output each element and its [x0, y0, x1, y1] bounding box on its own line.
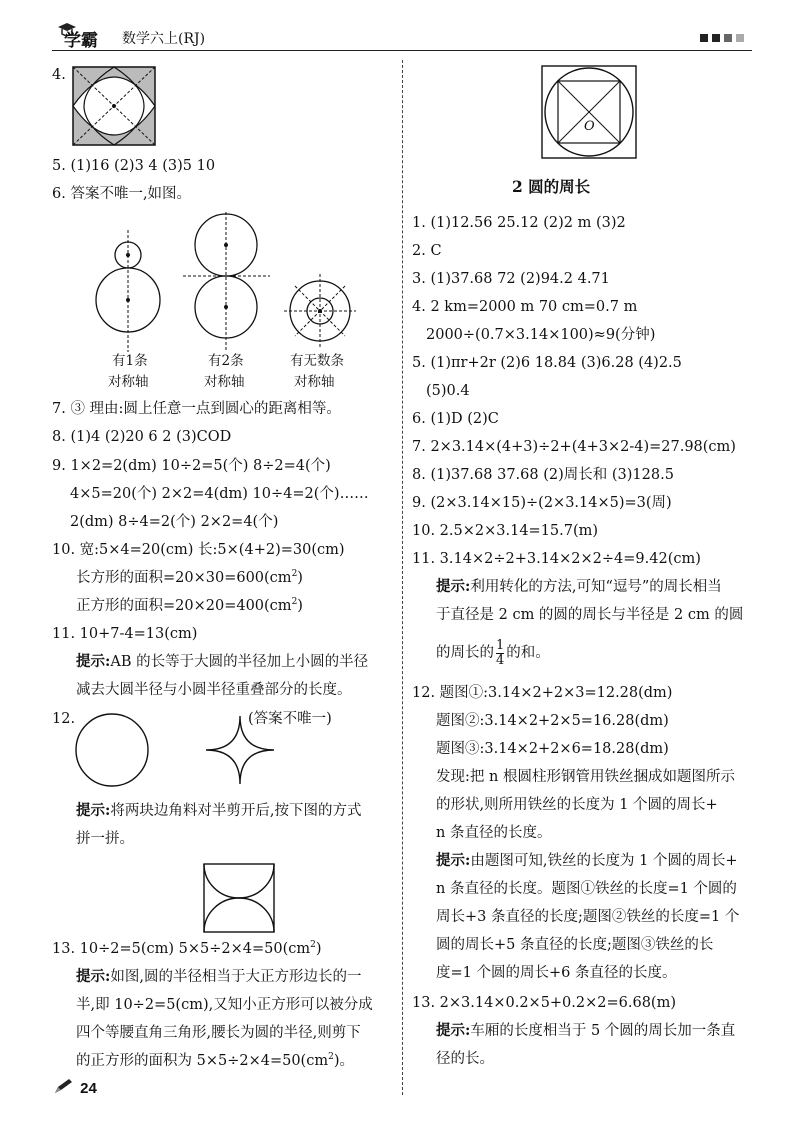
answer-11-tip-line2: 减去大圆半径与小圆半径重叠部分的长度。: [76, 682, 352, 698]
answer-5: 5. (1)16 (2)3 4 (3)5 10: [52, 158, 216, 174]
r-answer-4-line2: 2000÷(0.7×3.14×100)≈9(分钟): [426, 327, 656, 343]
book-title: 数学六上(RJ): [122, 31, 206, 47]
r-answer-4-line1: 4. 2 km=2000 m 70 cm=0.7 m: [412, 299, 638, 315]
answer-12-tip-line1: 提示:将两块边角料对半剪开后,按下图的方式: [76, 802, 362, 819]
answer-12-figures: [70, 710, 320, 790]
r-answer-11-tip-line2: 于直径是 2 cm 的圆的周长与半径是 2 cm 的圆: [436, 607, 744, 623]
r-answer-13-tip-line1: 提示:车厢的长度相当于 5 个圆的周长加一条直: [436, 1022, 736, 1039]
decor-square: [736, 34, 744, 42]
r-answer-12-tip-line5: 度=1 个圆的周长+6 条直径的长度。: [436, 965, 677, 981]
answer-13-tip-line4: 的正方形的面积为 $5\times 5\div 2\times 4=50(cm^2)$。: [76, 1052, 354, 1069]
answer-9-line3: 2(dm) 8÷4=2(个) 2×2=4(个): [70, 514, 279, 530]
page-footer: [52, 1075, 97, 1097]
r-answer-11-tip-line3: 的周长的 $\frac{1}{4}$ 的和。: [436, 637, 550, 668]
caption-2-line2: 对称轴: [204, 374, 245, 390]
circle-square-figure: [540, 64, 640, 160]
r-answer-12-line5: 的形状,则所用铁丝的长度为 1 个圆的周长+: [436, 797, 718, 813]
figure-center-label: O: [584, 119, 595, 134]
r-answer-12-line6: n 条直径的长度。: [436, 825, 552, 841]
answer-10-line2: 长方形的面积$=20\times 30=600(cm^2)$: [76, 569, 303, 586]
r-answer-12-line3: 题图③:3.14×2+2×6=18.28(dm): [436, 741, 669, 757]
section-title: 2 圆的周长: [512, 177, 591, 196]
r-answer-10: 10. 2.5×2×3.14=15.7(m): [412, 523, 599, 539]
answer-8: 8. (1)4 (2)20 6 2 (3)COD: [52, 429, 232, 445]
r-answer-12-line1: 12. 题图①:3.14×2+2×3=12.28(dm): [412, 685, 673, 701]
decor-square: [712, 34, 720, 42]
r-answer-5-line1: 5. (1)πr+2r (2)6 18.84 (3)6.28 (4)2.5: [412, 355, 682, 371]
answer-10-line3: 正方形的面积$=20\times 20=400(cm^2)$: [76, 597, 303, 614]
fraction-quarter: $\frac{1}{4}$: [496, 637, 505, 668]
caption-2-line1: 有2条: [208, 353, 244, 369]
page-number: 24: [80, 1080, 97, 1097]
pencil-icon: [52, 1078, 76, 1096]
r-answer-12-line4: 发现:把 n 根圆柱形钢管用铁丝捆成如题图所示: [436, 769, 735, 785]
caption-1-line2: 对称轴: [108, 374, 149, 390]
answer-10-line1: 10. 宽:5×4=20(cm) 长:5×(4+2)=30(cm): [52, 542, 345, 558]
answer-7: 7. ③ 理由:圆上任意一点到圆心的距离相等。: [52, 401, 341, 417]
column-divider: [402, 60, 403, 1095]
r-answer-2: 2. C: [412, 243, 442, 259]
brand-logo: 学霸: [64, 31, 98, 51]
symmetry-figures: [88, 212, 378, 357]
answer-13-tip-line1: 提示:如图,圆的半径相当于大正方形边长的一: [76, 968, 362, 985]
r-answer-12-tip-line4: 圆的周长+5 条直径的长度;题图③铁丝的长: [436, 937, 714, 953]
answer-4-figure: [72, 66, 156, 146]
r-answer-3: 3. (1)37.68 72 (2)94.2 4.71: [412, 271, 610, 287]
answer-11-tip-line1: 提示:AB 的长等于大圆的半径加上小圆的半径: [76, 653, 369, 670]
r-answer-11: 11. 3.14×2÷2+3.14×2×2÷4=9.42(cm): [412, 551, 701, 567]
answer-4-label: 4.: [52, 67, 66, 83]
r-answer-1: 1. (1)12.56 25.12 (2)2 m (3)2: [412, 215, 626, 231]
header-rule: [52, 50, 752, 51]
r-answer-8: 8. (1)37.68 37.68 (2)周长和 (3)128.5: [412, 467, 674, 483]
answer-13-tip-line2: 半,即 10÷2=5(cm),又知小正方形可以被分成: [76, 997, 373, 1013]
r-answer-12-tip-line2: n 条直径的长度。题图①铁丝的长度=1 个圆的: [436, 881, 737, 897]
r-answer-13-tip-line2: 径的长。: [436, 1051, 494, 1067]
decor-square: [700, 34, 708, 42]
answer-11: 11. 10+7-4=13(cm): [52, 626, 198, 642]
answer-9-line1: 9. 1×2=2(dm) 10÷2=5(个) 8÷2=4(个): [52, 458, 331, 474]
answer-13-line1: 13. 10÷2=5(cm) $5\times 5\div 2\times 4=50(cm^2)$: [52, 940, 322, 957]
page-header: [52, 20, 752, 51]
r-answer-11-tip-line1: 提示:利用转化的方法,可知“逗号”的周长相当: [436, 578, 722, 595]
answer-6: 6. 答案不唯一,如图。: [52, 186, 192, 202]
caption-3-line1: 有无数条: [290, 353, 344, 369]
r-answer-12-tip-line3: 周长+3 条直径的长度;题图②铁丝的长度=1 个: [436, 909, 740, 925]
r-answer-7: 7. 2×3.14×(4+3)÷2+(4+3×2-4)=27.98(cm): [412, 439, 736, 455]
r-answer-13: 13. 2×3.14×0.2×5+0.2×2=6.68(m): [412, 995, 676, 1011]
answer-13-tip-line3: 四个等腰直角三角形,腰长为圆的半径,则剪下: [76, 1025, 361, 1041]
answer-12-square-figure: [202, 862, 278, 934]
r-answer-12-tip-line1: 提示:由题图可知,铁丝的长度为 1 个圆的周长+: [436, 852, 738, 869]
answer-9-line2: 4×5=20(个) 2×2=4(dm) 10÷4=2(个)……: [70, 486, 369, 502]
answer-12-label: 12.: [52, 711, 76, 727]
r-answer-9: 9. (2×3.14×15)÷(2×3.14×5)=3(周): [412, 495, 672, 511]
r-answer-5-line2: (5)0.4: [426, 383, 470, 399]
r-answer-6: 6. (1)D (2)C: [412, 411, 499, 427]
caption-1-line1: 有1条: [112, 353, 148, 369]
r-answer-12-line2: 题图②:3.14×2+2×5=16.28(dm): [436, 713, 669, 729]
decor-square: [724, 34, 732, 42]
caption-3-line2: 对称轴: [294, 374, 335, 390]
answer-12-tip-line2: 拼一拼。: [76, 831, 134, 847]
answer-12-note: (答案不唯一): [248, 711, 332, 727]
